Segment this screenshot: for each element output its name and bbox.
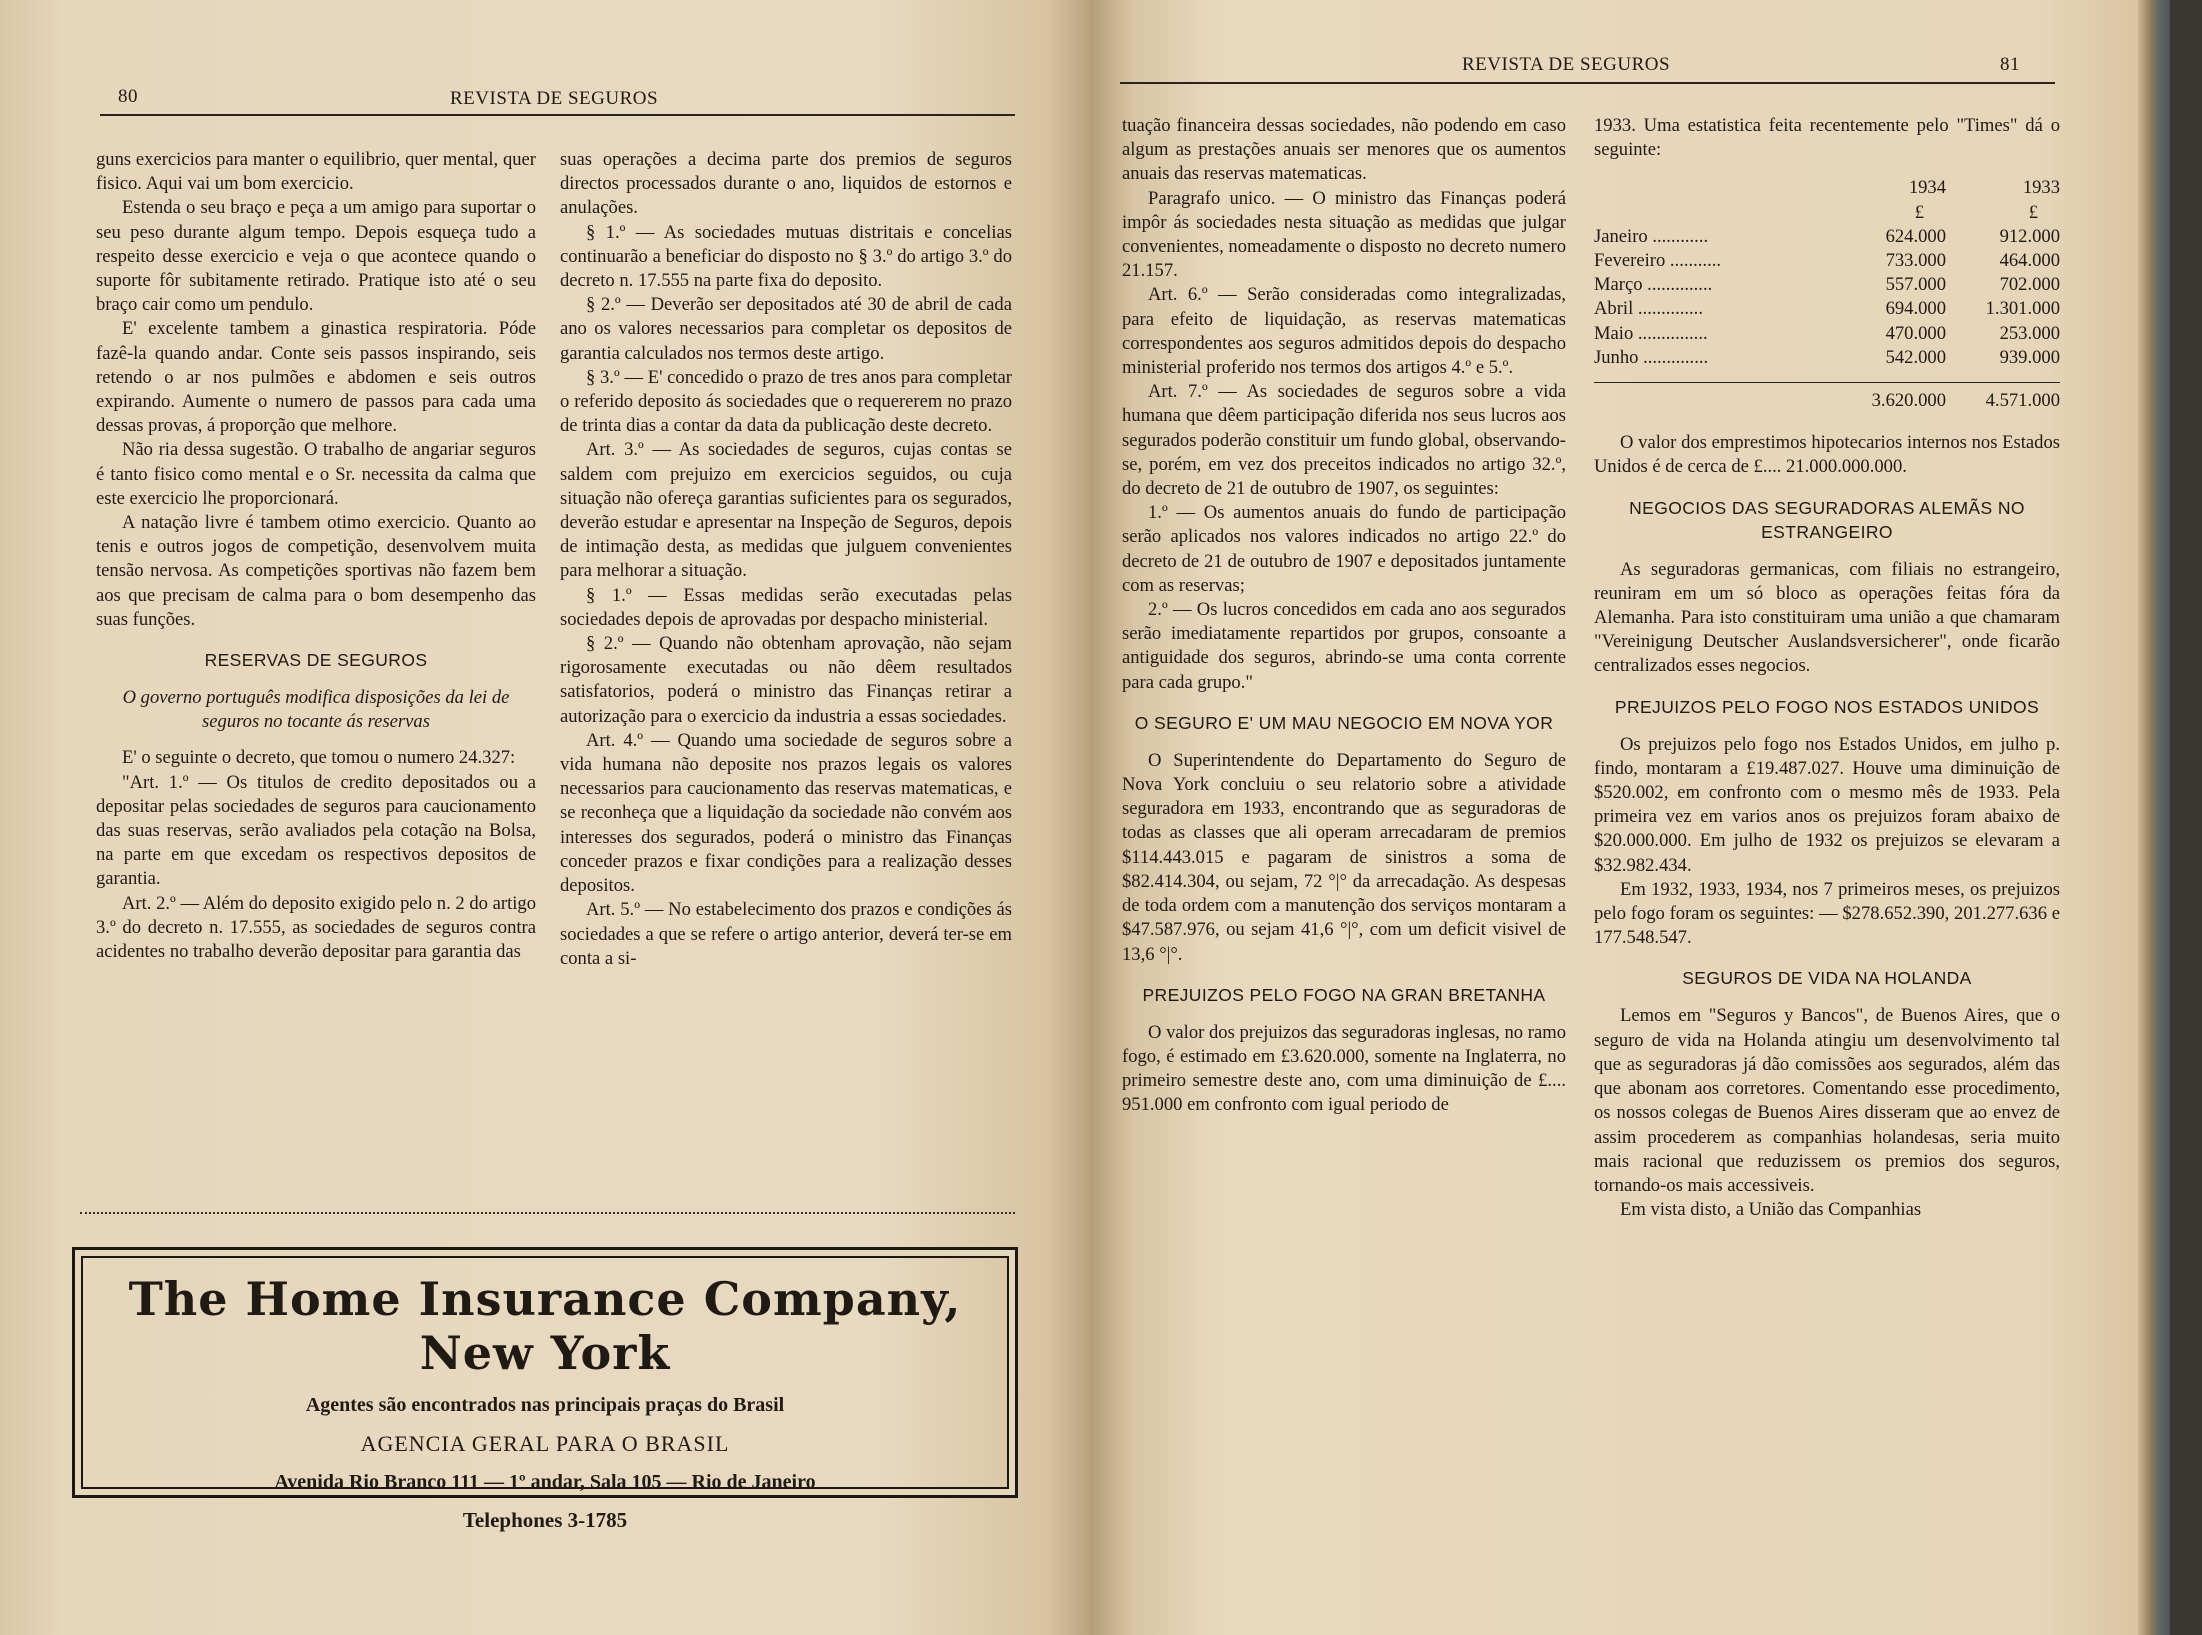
paragraph: tuação financeira dessas sociedades, não podendo em caso algum as prestações anuais ser menores que os aumentos anuais das reservas matematicas. xyxy=(1122,115,1566,185)
table-row: Abril .............. 694.000 1.301.000 xyxy=(1594,298,2060,320)
paragraph: 1.º — Os aumentos anuais do fundo de participação serão aplicados nos valores indicados no artigo 22.º do decreto de 21 de outubro de 1907 e depositados juntamente com as reservas; xyxy=(1122,502,1566,596)
paragraph: E' o seguinte o decreto, que tomou o numero 24.327: xyxy=(122,747,516,769)
ad-agents-line: Agentes são encontrados nas principais praças do Brasil xyxy=(305,1394,785,1416)
paragraph: A natação livre é tambem otimo exercicio. Quanto ao tenis e outros jogos de competição, desenvolvem muita tensão nervosa. As competições sportivas não fazem bem aos que precisam de calma para o bom desempenho das suas funções. xyxy=(96,512,536,630)
total-1933: 4.571.000 xyxy=(1946,383,2060,414)
ad-company-name: The Home Insurance Company, New York xyxy=(128,1272,962,1380)
paragraph: As seguradoras germanicas, com filiais no estrangeiro, reuniram em um só bloco as operações feitas fóra da Alemanha. Para isto constituiram uma união a que chamaram "Vereinigung Deutscher Auslandsversicherer", onde ficarão centralizados esses negocios. xyxy=(1594,558,2060,677)
header-rule xyxy=(1120,82,2055,84)
paragraph: guns exercicios para manter o equilibrio, quer mental, quer fisico. Aqui vai um bom exercicio. xyxy=(96,149,536,195)
page-number: 81 xyxy=(2000,54,2020,75)
paragraph: Não ria dessa sugestão. O trabalho de angariar seguros é tanto fisico como mental e o Sr. necessita da calma que este exercicio lhe proporcionará. xyxy=(96,439,536,509)
paragraph: § 2.º — Deverão ser depositados até 30 de abril de cada ano os valores necessarios para completar os depositos de garantia calculados nos termos deste artigo. xyxy=(560,294,1012,364)
ad-phone-line: Telephones 3-1785 xyxy=(462,1508,628,1532)
paragraph: Art. 5.º — No estabelecimento dos prazos e condições ás sociedades a que se refere o artigo anterior, deverá ter-se em conta a si- xyxy=(560,899,1012,969)
section-heading: SEGUROS DE VIDA NA HOLANDA xyxy=(1682,968,1972,989)
table-row: Maio ............... 470.000 253.000 xyxy=(1594,322,2060,344)
section-heading: PREJUIZOS PELO FOGO NOS ESTADOS UNIDOS xyxy=(1614,696,2040,717)
right-page xyxy=(1090,0,2170,1635)
paragraph: Paragrafo unico. — O ministro das Finanças poderá impôr ás sociedades nesta situação as medidas que julgar convenientes, nomeadamente o disposto no decreto numero 21.157. xyxy=(1122,187,1566,282)
paragraph: § 2.º — Quando não obtenham aprovação, não sejam rigorosamente executadas ou não dêem resultados satisfatorios, poderá o ministro das Finanças retirar a autorização para o exercicio da industria a essas sociedades. xyxy=(560,633,1012,727)
paragraph: suas operações a decima parte dos premios de seguros directos processados durante o ano, liquidos de estornos e anulações. xyxy=(560,149,1012,219)
section-subtitle: O governo português modifica disposições da lei de seguros no tocante ás reservas xyxy=(122,687,510,733)
left-column-1 xyxy=(96,148,536,964)
table-total-row xyxy=(1594,383,2060,414)
header-rule xyxy=(100,114,1015,116)
page-edge xyxy=(2138,0,2170,1635)
paragraph: Estenda o seu braço e peça a um amigo para suportar o seu peso durante algum tempo. Depois esqueça tudo a respeito desse exercicio e veja o que acontece quando o suporte fôr subitamente retirado. Pratique isto até o seu braço cair como um pendulo. xyxy=(96,197,536,316)
paragraph: Lemos em "Seguros y Bancos", de Buenos Aires, que o seguro de vida na Holanda atingiu um desenvolvimento tal que as seguradoras já dão comissões aos segurados, além das que abonam aos corretores. Comentando esse procedimento, os nossos colegas de Buenos Aires disseram que ao envez de assim procederem as companhias holandesas, seria muito mais racional que reduzissem os premios dos seguros, tornando-os mais accessiveis. xyxy=(1594,1005,2060,1196)
ad-address-line: Avenida Rio Branco 111 — 1º andar, Sala 105 — Rio de Janeiro xyxy=(274,1471,816,1493)
table-row: Janeiro ............ 624.000 912.000 xyxy=(1594,225,2060,247)
paragraph: "Art. 1.º — Os titulos de credito depositados ou a depositar pelas sociedades de seguros para caucionamento das suas reservas, serão avaliados pela cotação na Bolsa, na parte em que excedam os respectivos depositos de garantia. xyxy=(96,771,536,890)
paragraph: Os prejuizos pelo fogo nos Estados Unidos, em julho p. findo, montaram a £19.487.027. Houve uma diminuição de $520.002, em confronto com o mesmo mês de 1933. Pela primeira vez em varios anos os prejuizos foram abaixo de $20.000.000. Em julho de 1932 os prejuizos se elevaram a $32.982.434. xyxy=(1594,733,2060,876)
currency-header: £ xyxy=(1914,201,1924,223)
paragraph: Art. 7.º — As sociedades de seguros sobre a vida humana que dêem participação diferida nos seus lucros aos segurados poderão constituir um fundo global, observando-se, porém, em vez dos preceitos indicados no artigo 32.º, do decreto de 21 de outubro de 1907, os seguintes: xyxy=(1122,381,1566,500)
section-heading: NEGOCIOS DAS SEGURADORAS ALEMÃS NO ESTRANGEIRO xyxy=(1629,497,2025,542)
paragraph: 1933. Uma estatistica feita recentemente pelo "Times" dá o seguinte: xyxy=(1594,115,2060,161)
right-column-1 xyxy=(1122,114,1566,1118)
fire-losses-table xyxy=(1594,176,2060,413)
paragraph: O Superintendente do Departamento do Seguro de Nova York concluiu o seu relatorio sobre a atividade seguradora em 1933, encontrando que as seguradoras de todas as classes que ali operam arrecadaram de premios $114.443.015 e pagaram de sinistros a soma de $82.414.304, ou sejam, 72 °|° da arrecadação. As despesas de toda ordem com a manutenção dos serviços montaram a $47.587.976, ou sejam 41,6 °|°, com um deficit visivel de 13,6 °|°. xyxy=(1122,749,1566,965)
paragraph: Art. 3.º — As sociedades de seguros, cujas contas se saldem com prejuizo em exercicios seguidos, ou cuja situação não ofereça garantias suficientes para os segurados, deverão estudar e apresentar na Inspeção de Seguros, depois de intimação desta, as medidas que julguem convenientes para melhorar a situação. xyxy=(560,439,1012,582)
paragraph: Art. 2.º — Além do deposito exigido pelo n. 2 do artigo 3.º do decreto n. 17.555, as sociedades de seguros contra acidentes no trabalho deverão depositar para garantia das xyxy=(96,892,536,963)
table-row: Fevereiro ........... 733.000 464.000 xyxy=(1594,250,2060,272)
paragraph: 2.º — Os lucros concedidos em cada ano aos segurados serão imediatamente repartidos por grupos, consoante a antiguidade dos seguros, abrindo-se uma conta corrente para cada grupo." xyxy=(1122,599,1566,693)
left-page xyxy=(0,0,1090,1635)
table-row: Março .............. 557.000 702.000 xyxy=(1594,274,2060,296)
paragraph: § 3.º — E' concedido o prazo de tres anos para completar o referido deposito ás sociedades que o requererem no prazo de trinta dias a contar da data da publicação deste decreto. xyxy=(560,366,1012,437)
paragraph: Art. 6.º — Serão consideradas como integralizadas, para efeito de liquidação, as reservas matematicas correspondentes aos seguros admitidos depois do despacho ministerial proferido nos termos dos artigos 4.º e 5.º. xyxy=(1122,284,1566,379)
paragraph: O valor dos emprestimos hipotecarios internos nos Estados Unidos é de cerca de £.... 21.000.000.000. xyxy=(1594,432,2060,478)
section-heading: PREJUIZOS PELO FOGO NA GRAN BRETANHA xyxy=(1142,984,1546,1005)
running-head: REVISTA DE SEGUROS xyxy=(450,88,659,109)
dotted-separator xyxy=(80,1212,1015,1217)
year-header: 1934 xyxy=(1908,177,1946,199)
paragraph: Em vista disto, a União das Companhias xyxy=(1620,1199,1922,1221)
currency-header: £ xyxy=(2028,201,2038,223)
total-1934: 3.620.000 xyxy=(1832,383,1946,414)
ad-agency-line: AGENCIA GERAL PARA O BRASIL xyxy=(360,1431,730,1456)
page-number: 80 xyxy=(118,86,138,107)
paragraph: E' excelente tambem a ginastica respiratoria. Póde fazê-la quando andar. Conte seis passos inspirando, seis retendo o ar nos pulmões e abdomen e seis outros expirando. Aumente o numero de passos para cada uma dessas provas, á proporção que melhore. xyxy=(96,318,536,437)
paragraph: Em 1932, 1933, 1934, nos 7 primeiros meses, os prejuizos pelo fogo foram os seguintes: — $278.652.390, 201.277.636 e 177.548.547. xyxy=(1594,878,2060,949)
section-heading: RESERVAS DE SEGUROS xyxy=(204,650,428,671)
home-insurance-ad xyxy=(72,1247,1018,1532)
right-column-2 xyxy=(1594,114,2060,1222)
year-header: 1933 xyxy=(2022,177,2060,199)
table-row: Junho .............. 542.000 939.000 xyxy=(1594,346,2060,368)
section-heading: O SEGURO E' UM MAU NEGOCIO EM NOVA YOR xyxy=(1134,712,1554,733)
left-column-2 xyxy=(560,148,1012,971)
paragraph: O valor dos prejuizos das seguradoras inglesas, no ramo fogo, é estimado em £3.620.000, somente na Inglaterra, no primeiro semestre deste ano, com uma diminuição de £.... 951.000 em confronto com igual periodo de xyxy=(1122,1021,1566,1116)
paragraph: § 1.º — As sociedades mutuas distritais e concelias continuarão a beneficiar do disposto no § 3.º do artigo 3.º do decreto n. 17.555 na parte fixa do deposito. xyxy=(560,221,1012,292)
paragraph: Art. 4.º — Quando uma sociedade de seguros sobre a vida humana não deposite nos prazos legais os valores necessarios para caucionamento das reservas matematicas, e se reconheça que a liquidação da sociedade não convém aos interesses dos segurados, poderá o ministro das Finanças conceder prazos e fixar condições para a realização desses depositos. xyxy=(560,729,1012,897)
running-head: REVISTA DE SEGUROS xyxy=(1462,54,1671,75)
paragraph: § 1.º — Essas medidas serão executadas pelas sociedades depois de aprovadas por despacho ministerial. xyxy=(560,584,1012,630)
